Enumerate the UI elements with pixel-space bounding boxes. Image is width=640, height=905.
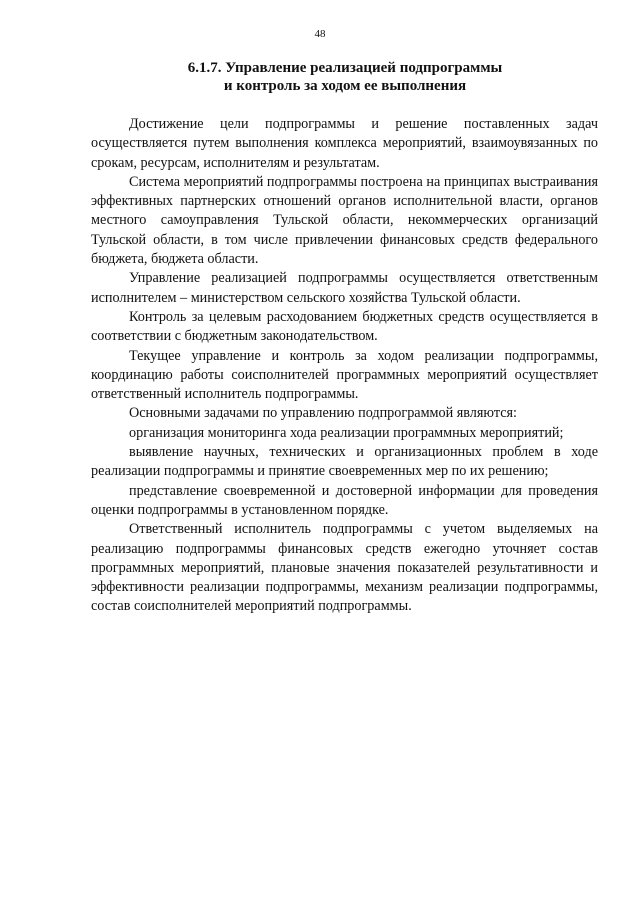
section-heading [90, 59, 600, 95]
page-number: 48 [314, 28, 326, 40]
paragraph-budget-control: Контроль за целевым расходованием бюджетных средств осуществляется в соответствии с бюджетным законодательством. [91, 308, 598, 345]
paragraph-system-of-measures: Система мероприятий подпрограммы построена на принципах выстраивания эффективных партнерских отношений органов исполнительной власти, органов местного самоуправления Тульской области, некоммерческих организаций Тульской области, в том числе привлечении финансовых средств федерального бюджета, бюджета области. [91, 173, 598, 268]
paragraph-current-management: Текущее управление и контроль за ходом реализации подпрограммы, координацию работы соисполнителей программных мероприятий осуществляет ответственный исполнитель подпрограммы. [91, 347, 598, 403]
section-heading-line-1: 6.1.7. Управление реализацией подпрограммы [187, 60, 503, 76]
paragraph-main-tasks-intro: Основными задачами по управлению подпрограммой являются: [129, 405, 517, 422]
paragraph-goal-achievement: Достижение цели подпрограммы и решение поставленных задач осуществляется путем выполнения комплекса мероприятий, взаимоувязанных по срокам, ресурсам, исполнителям и результатам. [91, 116, 598, 171]
paragraph-task-problems: выявление научных, технических и организационных проблем в ходе реализации подпрограммы и принятие своевременных мер по их решению; [91, 444, 598, 480]
paragraph-task-reporting: представление своевременной и достоверной информации для проведения оценки подпрограммы в установленном порядке. [91, 482, 598, 518]
section-heading-line-2: и контроль за ходом ее выполнения [223, 78, 467, 94]
paragraph-task-monitoring: организация мониторинга хода реализации программных мероприятий; [129, 424, 564, 441]
paragraph-management: Управление реализацией подпрограммы осуществляется ответственным исполнителем – министерством сельского хозяйства Тульской области. [91, 270, 598, 306]
paragraph-annual-refinement: Ответственный исполнитель подпрограммы с учетом выделяемых на реализацию подпрограммы финансовых средств ежегодно уточняет состав программных мероприятий, плановые значения показателей результативности и эффективности реализации подпрограммы, механизм реализации подпрограммы, состав соисполнителей мероприятий подпрограммы. [91, 521, 598, 615]
section-body [91, 115, 598, 617]
